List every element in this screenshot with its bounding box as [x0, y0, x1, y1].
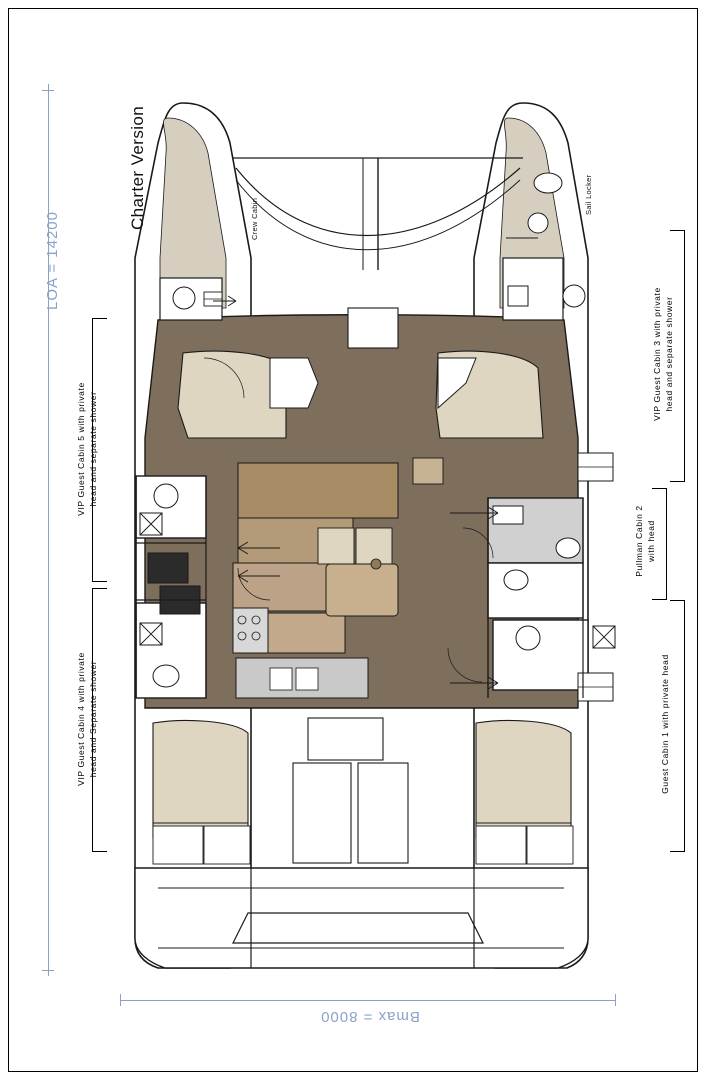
loa-arrow-bottom	[42, 970, 54, 971]
callout-cabin4-line2: head and Separate shower	[88, 660, 98, 778]
drawing-title: Charter Version	[128, 105, 147, 230]
callout-cabin5-line2: head and separate shower	[88, 391, 98, 507]
callout-cabin4-line1: VIP Guest Cabin 4 with private	[76, 652, 86, 786]
callout-cabin1-line1: Guest Cabin 1 with private head	[660, 654, 670, 794]
catamaran-deck-plan	[8, 8, 698, 1072]
loa-label: LOA = 14200	[44, 211, 61, 310]
callout-cabin5-line1: VIP Guest Cabin 5 with private	[76, 382, 86, 516]
callout-cabin2-line2: with head	[646, 520, 656, 562]
crew-cabin-label: Crew Cabin	[250, 197, 259, 240]
loa-arrow-top	[42, 90, 54, 91]
bmax-label: Bmax = 8000	[320, 1008, 420, 1025]
bmax-dimension-line	[120, 1000, 615, 1001]
sail-locker-label: Sail Locker	[584, 174, 593, 215]
bmax-tick-right	[615, 994, 616, 1006]
callout-cabin3-line1: VIP Guest Cabin 3 with private	[652, 287, 662, 421]
callout-bracket-cabin1	[670, 600, 685, 852]
callout-cabin3-line2: head and separate shower	[664, 296, 674, 412]
bmax-tick-left	[120, 994, 121, 1006]
callout-cabin2-line1: Pullman Cabin 2	[634, 505, 644, 577]
